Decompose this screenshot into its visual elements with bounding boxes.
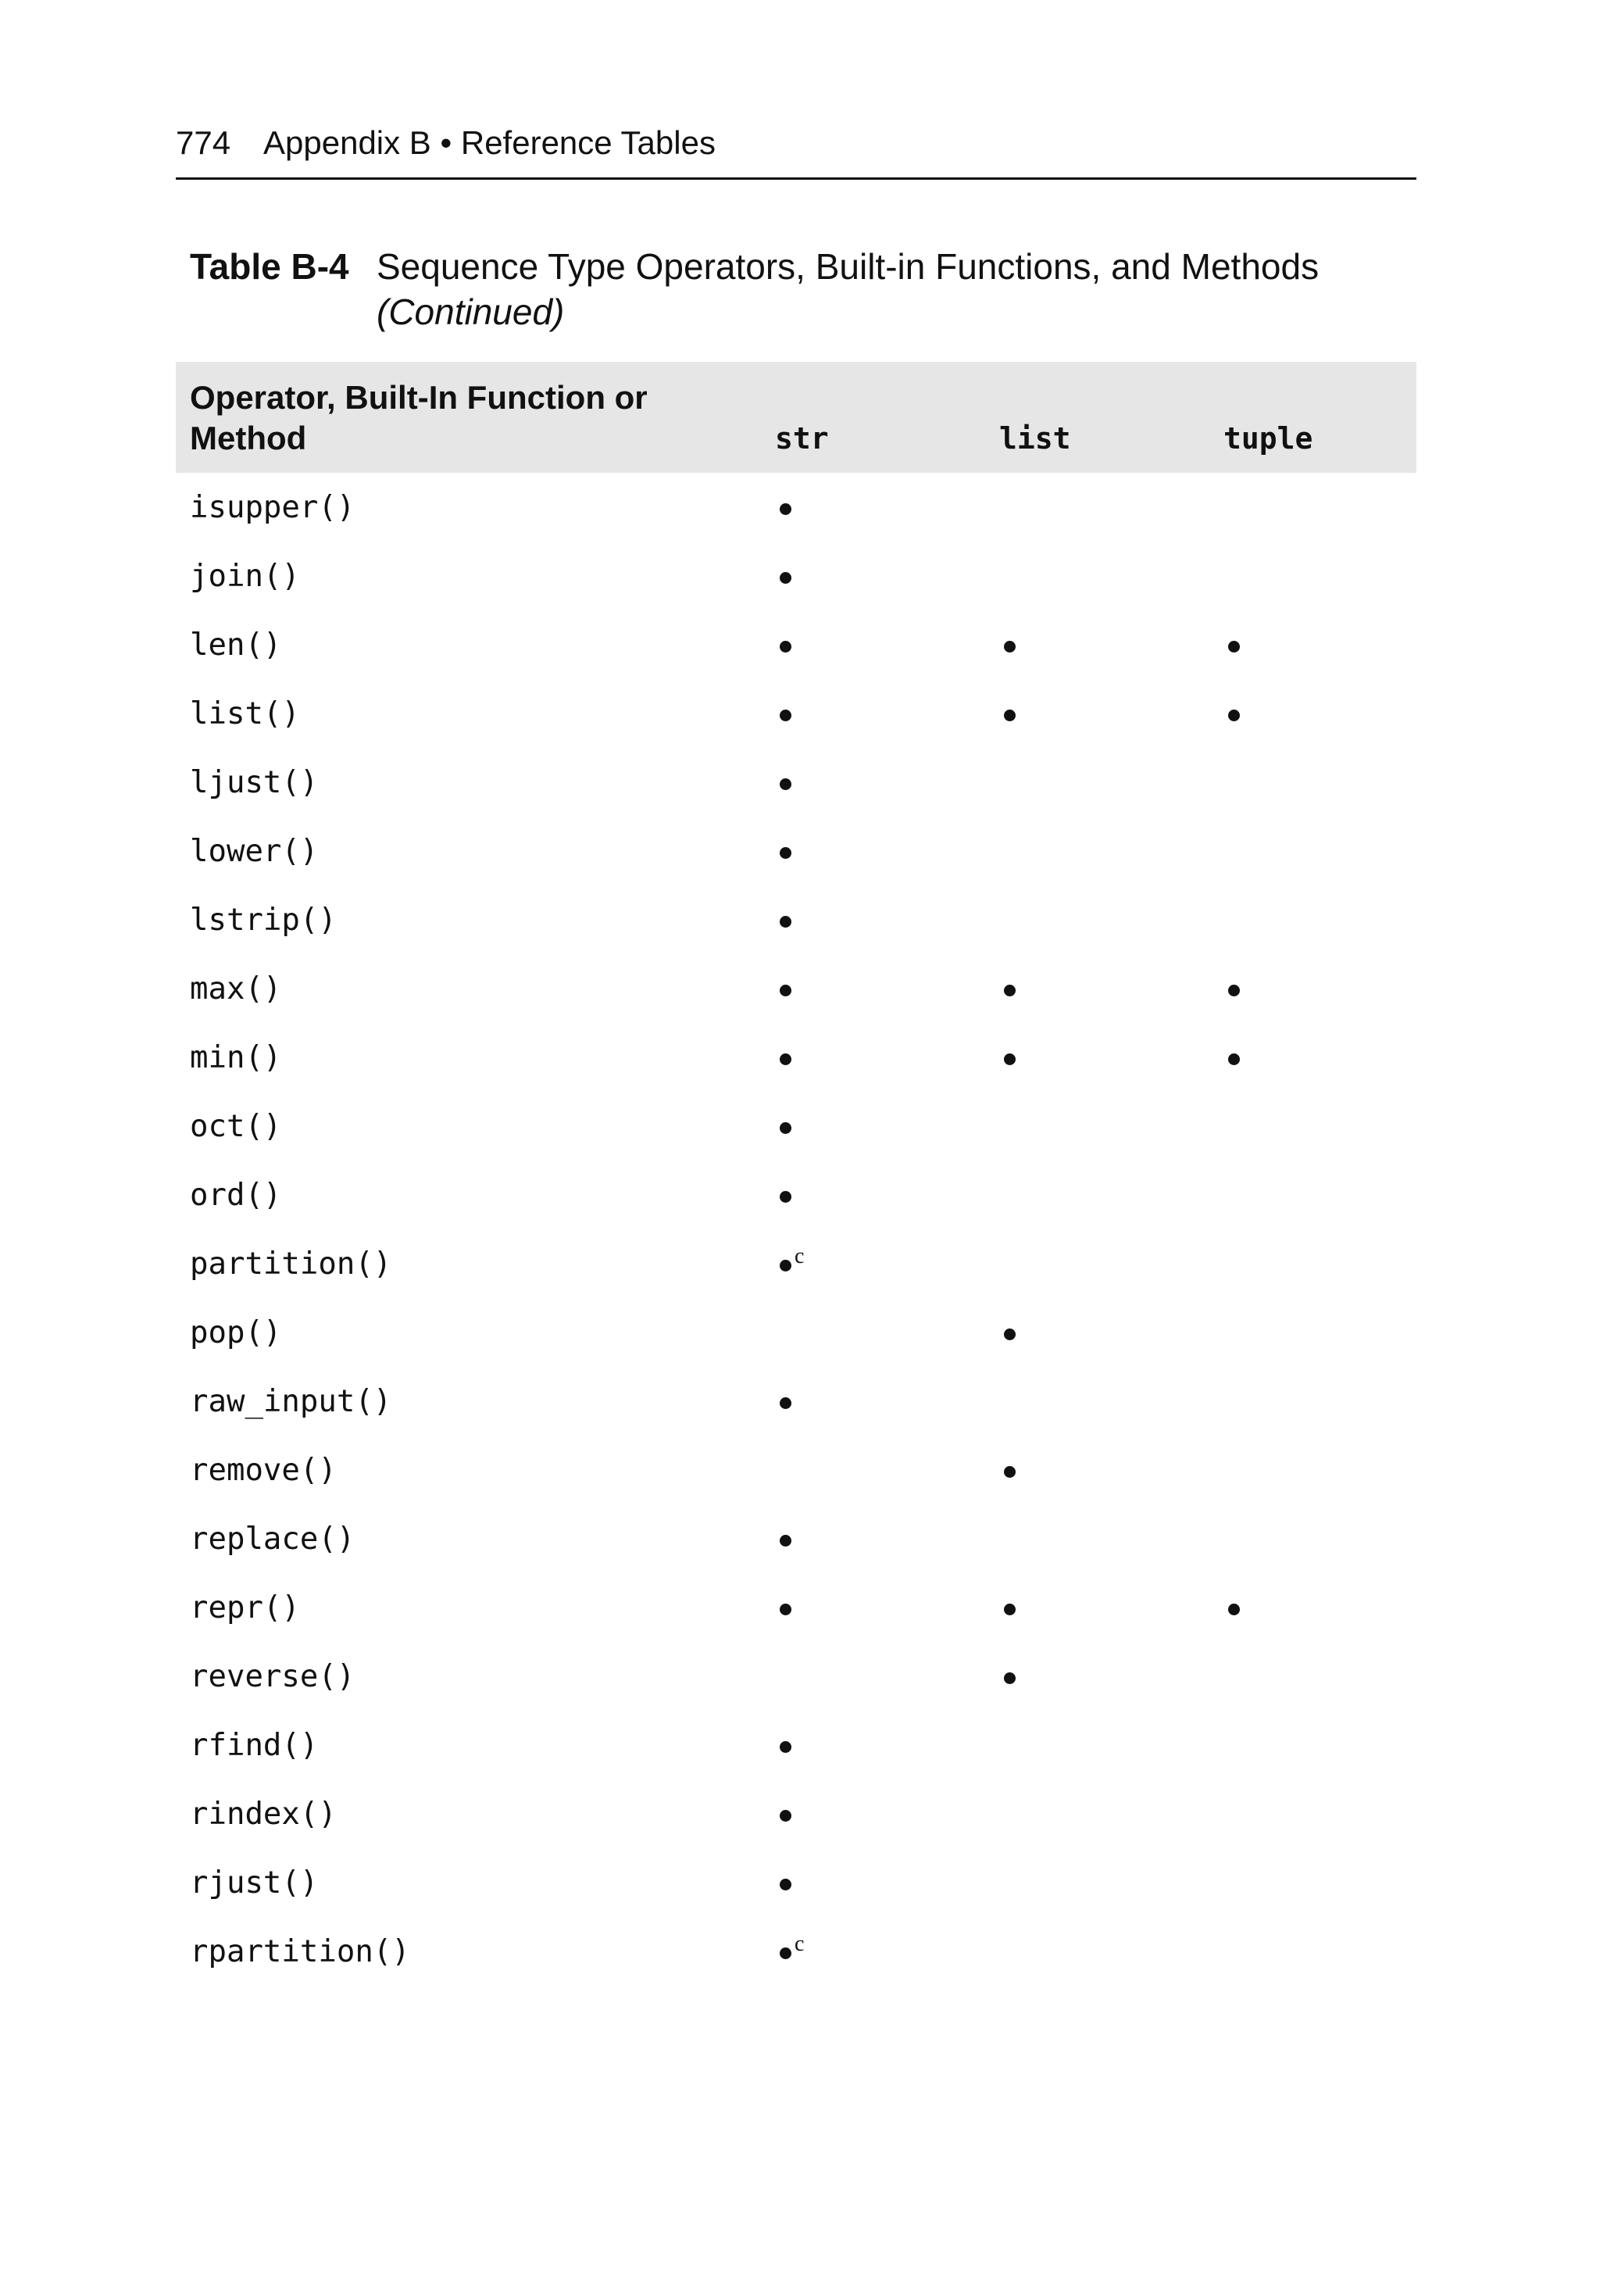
table-row (176, 954, 1416, 1023)
list-support-cell (980, 1161, 1205, 1229)
list-support-cell (980, 1367, 1205, 1436)
table-row (176, 1367, 1416, 1436)
str-support-cell (756, 1642, 980, 1711)
table-continued-note: (Continued) (377, 291, 565, 332)
str-support-cell (756, 1504, 980, 1573)
tuple-support-cell (1205, 1504, 1416, 1573)
method-name-cell: list() (190, 696, 300, 731)
table-row (176, 473, 1416, 542)
method-name-cell: repr() (190, 1590, 300, 1625)
bullet-icon (780, 1053, 791, 1065)
list-support-cell (980, 1779, 1205, 1848)
bullet-icon (780, 641, 791, 653)
table-row (176, 1917, 1416, 1986)
bullet-icon (780, 1535, 791, 1547)
table-row (176, 1092, 1416, 1161)
table-row (176, 1229, 1416, 1298)
table-body (176, 473, 1416, 1986)
bullet-icon (1004, 1466, 1016, 1478)
tuple-support-cell (1205, 1573, 1416, 1642)
list-support-cell (980, 1848, 1205, 1917)
str-support-cell (756, 1229, 980, 1298)
str-support-cell (756, 1917, 980, 1986)
tuple-support-cell (1205, 1298, 1416, 1367)
method-name-cell: len() (190, 627, 282, 663)
table-header (176, 362, 1416, 473)
str-support-cell (756, 817, 980, 885)
page-number: 774 (176, 124, 231, 161)
bullet-icon (1228, 641, 1240, 653)
table-row (176, 885, 1416, 954)
list-support-cell (980, 748, 1205, 817)
tuple-support-cell (1205, 1229, 1416, 1298)
list-support-cell (980, 1436, 1205, 1504)
bullet-icon (780, 778, 791, 790)
table-row (176, 679, 1416, 748)
str-support-cell (756, 1023, 980, 1092)
bullet-icon (780, 1741, 791, 1753)
table-row (176, 1848, 1416, 1917)
str-support-cell (756, 679, 980, 748)
table-row (176, 1161, 1416, 1229)
column-header-tuple: tuple (1205, 362, 1416, 473)
str-support-cell (756, 1161, 980, 1229)
str-support-cell (756, 1436, 980, 1504)
list-support-cell (980, 610, 1205, 679)
table-row (176, 1642, 1416, 1711)
bullet-icon (1004, 985, 1016, 996)
bullet-icon (1004, 1672, 1016, 1684)
footnote-marker: c (795, 1243, 805, 1268)
method-name-cell: min() (190, 1039, 282, 1075)
list-support-cell (980, 954, 1205, 1023)
str-support-cell (756, 1848, 980, 1917)
tuple-support-cell (1205, 748, 1416, 817)
list-support-cell (980, 473, 1205, 542)
method-name-cell: rjust() (190, 1865, 319, 1901)
str-support-cell (756, 748, 980, 817)
table-title: Sequence Type Operators, Built-in Functions, and Methods (377, 246, 1320, 287)
tuple-support-cell (1205, 1711, 1416, 1779)
list-support-cell (980, 1573, 1205, 1642)
bullet-icon (1004, 641, 1016, 653)
list-support-cell (980, 817, 1205, 885)
str-support-cell (756, 1711, 980, 1779)
str-support-cell (756, 473, 980, 542)
method-name-cell: partition() (190, 1246, 392, 1282)
reference-table (176, 362, 1416, 1986)
method-name-cell: isupper() (190, 489, 355, 525)
method-name-cell: raw_input() (190, 1383, 392, 1419)
footnote-marker: c (795, 1931, 805, 1956)
method-name-cell: ljust() (190, 764, 319, 800)
tuple-support-cell (1205, 1642, 1416, 1711)
str-support-cell (756, 1367, 980, 1436)
tuple-support-cell (1205, 542, 1416, 610)
method-name-cell: pop() (190, 1314, 282, 1350)
bullet-icon (1228, 710, 1240, 721)
table-row (176, 610, 1416, 679)
list-support-cell (980, 1092, 1205, 1161)
tuple-support-cell (1205, 610, 1416, 679)
table-row (176, 542, 1416, 610)
str-support-cell (756, 1779, 980, 1848)
bullet-icon (1228, 1604, 1240, 1615)
table-row (176, 1504, 1416, 1573)
bullet-icon (1004, 710, 1016, 721)
column-header-str: str (756, 362, 980, 473)
table-row (176, 1779, 1416, 1848)
tuple-support-cell (1205, 1779, 1416, 1848)
table-label: Table B-4 (190, 246, 349, 287)
bullet-icon (780, 916, 791, 928)
list-support-cell (980, 679, 1205, 748)
table-row (176, 748, 1416, 817)
bullet-icon (780, 1604, 791, 1615)
bullet-icon (780, 1260, 791, 1271)
header-row (176, 362, 1416, 473)
bullet-icon (1228, 1053, 1240, 1065)
list-support-cell (980, 1229, 1205, 1298)
list-support-cell (980, 1504, 1205, 1573)
tuple-support-cell (1205, 1161, 1416, 1229)
bullet-icon (780, 1191, 791, 1203)
tuple-support-cell (1205, 473, 1416, 542)
list-support-cell (980, 885, 1205, 954)
tuple-support-cell (1205, 1092, 1416, 1161)
table-row (176, 1298, 1416, 1367)
bullet-icon (1004, 1329, 1016, 1340)
table-row (176, 1573, 1416, 1642)
list-support-cell (980, 1023, 1205, 1092)
bullet-icon (1004, 1053, 1016, 1065)
running-head (176, 117, 1416, 180)
tuple-support-cell (1205, 1436, 1416, 1504)
list-support-cell (980, 1642, 1205, 1711)
method-name-cell: rfind() (190, 1727, 319, 1763)
column-header-list: list (980, 362, 1205, 473)
tuple-support-cell (1205, 817, 1416, 885)
bullet-icon (780, 1810, 791, 1822)
tuple-support-cell (1205, 1848, 1416, 1917)
str-support-cell (756, 610, 980, 679)
method-name-cell: join() (190, 558, 300, 594)
method-name-cell: lower() (190, 833, 319, 869)
bullet-icon (780, 710, 791, 721)
bullet-icon (780, 985, 791, 996)
list-support-cell (980, 1917, 1205, 1986)
table-row (176, 1711, 1416, 1779)
method-name-cell: rpartition() (190, 1933, 410, 1969)
table-title-block (377, 244, 1408, 334)
str-support-cell (756, 954, 980, 1023)
str-support-cell (756, 542, 980, 610)
method-name-cell: replace() (190, 1521, 355, 1557)
method-name-cell: oct() (190, 1108, 282, 1144)
method-name-cell: reverse() (190, 1658, 355, 1694)
table-row (176, 817, 1416, 885)
table-row (176, 1023, 1416, 1092)
str-support-cell (756, 885, 980, 954)
method-name-cell: rindex() (190, 1796, 337, 1832)
tuple-support-cell (1205, 1023, 1416, 1092)
method-name-cell: ord() (190, 1177, 282, 1213)
method-name-cell: remove() (190, 1452, 337, 1488)
tuple-support-cell (1205, 954, 1416, 1023)
bullet-icon (780, 1397, 791, 1409)
tuple-support-cell (1205, 1917, 1416, 1986)
list-support-cell (980, 1711, 1205, 1779)
str-support-cell (756, 1092, 980, 1161)
str-support-cell (756, 1573, 980, 1642)
running-head-title: Appendix B • Reference Tables (263, 124, 716, 161)
column-header-name: Operator, Built-In Function or Method (176, 362, 756, 473)
list-support-cell (980, 1298, 1205, 1367)
tuple-support-cell (1205, 679, 1416, 748)
str-support-cell (756, 1298, 980, 1367)
method-name-cell: max() (190, 971, 282, 1007)
table-row (176, 1436, 1416, 1504)
bullet-icon (780, 1879, 791, 1890)
bullet-icon (1004, 1604, 1016, 1615)
bullet-icon (1228, 985, 1240, 996)
bullet-icon (780, 503, 791, 515)
method-name-cell: lstrip() (190, 902, 337, 938)
tuple-support-cell (1205, 885, 1416, 954)
list-support-cell (980, 542, 1205, 610)
bullet-icon (780, 847, 791, 859)
bullet-icon (780, 1122, 791, 1134)
bullet-icon (780, 1947, 791, 1959)
tuple-support-cell (1205, 1367, 1416, 1436)
bullet-icon (780, 572, 791, 584)
